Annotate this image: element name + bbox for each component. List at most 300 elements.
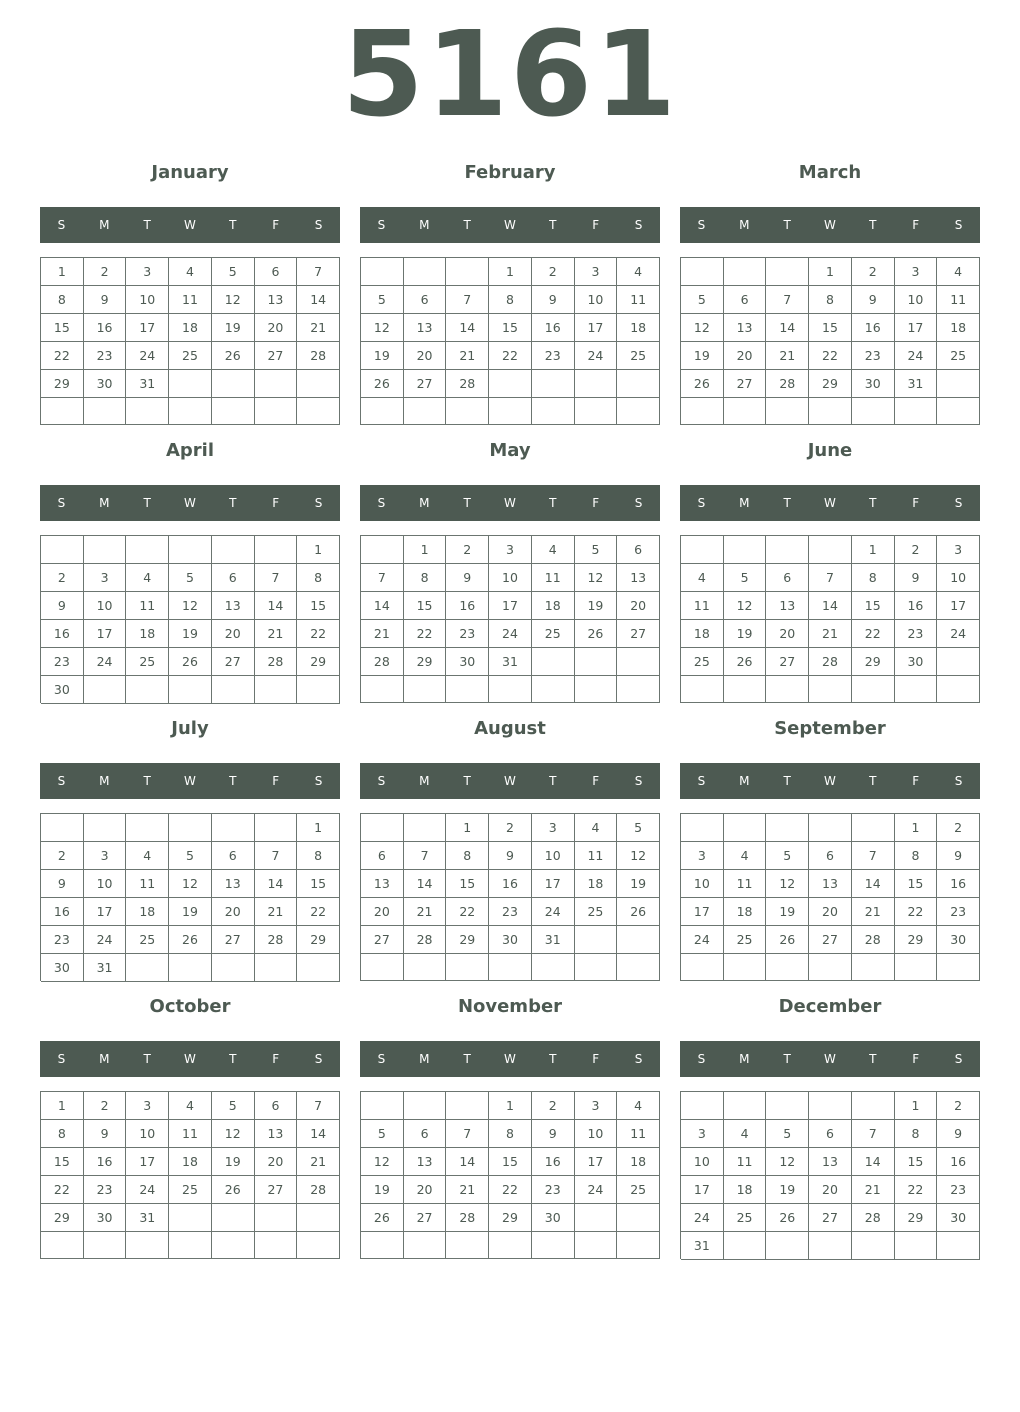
day-grid xyxy=(680,1091,980,1259)
weekday-label: M xyxy=(419,496,430,510)
weekday-label: T xyxy=(783,1052,791,1066)
empty-day-cell xyxy=(852,954,895,981)
day-cell: 26 xyxy=(212,342,255,370)
empty-day-cell xyxy=(489,954,532,981)
month-name: June xyxy=(807,440,853,461)
empty-day-cell xyxy=(169,398,212,425)
day-cell: 15 xyxy=(41,1148,84,1176)
empty-day-cell xyxy=(809,1092,852,1120)
day-cell: 25 xyxy=(617,1176,660,1204)
weekday-label: M xyxy=(739,774,750,788)
day-cell: 30 xyxy=(852,370,895,398)
empty-day-cell xyxy=(361,258,404,286)
day-cell: 27 xyxy=(212,648,255,676)
day-cell: 24 xyxy=(681,1204,724,1232)
empty-day-cell xyxy=(212,1204,255,1232)
empty-day-cell xyxy=(255,398,298,425)
weekday-label: F xyxy=(592,1052,600,1066)
day-cell: 22 xyxy=(895,1176,938,1204)
month-may xyxy=(360,434,660,704)
day-cell: 9 xyxy=(84,286,127,314)
day-cell: 13 xyxy=(404,314,447,342)
empty-day-cell xyxy=(681,814,724,842)
day-cell: 18 xyxy=(126,898,169,926)
day-cell: 17 xyxy=(681,1176,724,1204)
day-cell: 10 xyxy=(575,286,618,314)
day-cell: 30 xyxy=(489,926,532,954)
empty-day-cell xyxy=(212,370,255,398)
day-cell: 21 xyxy=(361,620,404,648)
day-cell: 13 xyxy=(255,286,298,314)
day-cell: 16 xyxy=(41,620,84,648)
day-cell: 5 xyxy=(766,1120,809,1148)
day-cell: 5 xyxy=(681,286,724,314)
empty-day-cell xyxy=(212,814,255,842)
empty-day-cell xyxy=(895,954,938,981)
day-cell: 28 xyxy=(446,1204,489,1232)
weekday-label: T xyxy=(143,496,151,510)
day-cell: 30 xyxy=(84,1204,127,1232)
day-grid xyxy=(360,1091,660,1259)
weekday-label: T xyxy=(783,774,791,788)
day-cell: 20 xyxy=(361,898,404,926)
day-cell: 30 xyxy=(41,676,84,704)
day-cell: 10 xyxy=(681,870,724,898)
day-cell: 5 xyxy=(212,258,255,286)
day-cell: 20 xyxy=(255,314,298,342)
day-cell: 25 xyxy=(724,1204,767,1232)
day-cell: 17 xyxy=(575,314,618,342)
empty-day-cell xyxy=(724,1232,767,1260)
day-cell: 24 xyxy=(84,926,127,954)
empty-day-cell xyxy=(575,1204,618,1232)
weekday-label: T xyxy=(549,496,557,510)
weekday-label: W xyxy=(504,774,516,788)
day-cell: 18 xyxy=(169,1148,212,1176)
day-cell: 9 xyxy=(532,286,575,314)
day-cell: 25 xyxy=(126,648,169,676)
weekday-label: T xyxy=(229,218,237,232)
empty-day-cell xyxy=(617,1204,660,1232)
empty-day-cell xyxy=(489,370,532,398)
day-cell: 10 xyxy=(489,564,532,592)
empty-day-cell xyxy=(681,536,724,564)
day-cell: 25 xyxy=(126,926,169,954)
day-cell: 4 xyxy=(169,258,212,286)
day-cell: 21 xyxy=(255,620,298,648)
empty-day-cell xyxy=(446,676,489,703)
day-cell: 1 xyxy=(404,536,447,564)
day-cell: 5 xyxy=(766,842,809,870)
day-cell: 7 xyxy=(446,286,489,314)
day-cell: 15 xyxy=(489,314,532,342)
empty-day-cell xyxy=(297,676,340,704)
day-cell: 25 xyxy=(532,620,575,648)
day-cell: 1 xyxy=(895,814,938,842)
day-cell: 9 xyxy=(489,842,532,870)
day-cell: 7 xyxy=(255,564,298,592)
year-title: 5161 xyxy=(341,5,679,143)
empty-day-cell xyxy=(404,1232,447,1259)
empty-day-cell xyxy=(681,676,724,703)
empty-day-cell xyxy=(681,258,724,286)
month-june xyxy=(680,434,980,704)
empty-day-cell xyxy=(575,370,618,398)
day-cell: 9 xyxy=(937,842,980,870)
day-cell: 24 xyxy=(895,342,938,370)
empty-day-cell xyxy=(255,1204,298,1232)
day-cell: 27 xyxy=(809,1204,852,1232)
day-grid xyxy=(40,535,340,703)
empty-day-cell xyxy=(766,258,809,286)
weekday-label: W xyxy=(504,1052,516,1066)
day-cell: 29 xyxy=(41,370,84,398)
empty-day-cell xyxy=(169,1204,212,1232)
day-cell: 24 xyxy=(575,342,618,370)
empty-day-cell xyxy=(895,676,938,703)
day-cell: 24 xyxy=(681,926,724,954)
weekday-label: S xyxy=(954,496,963,510)
day-cell: 8 xyxy=(852,564,895,592)
day-cell: 21 xyxy=(446,1176,489,1204)
day-cell: 17 xyxy=(489,592,532,620)
day-cell: 1 xyxy=(895,1092,938,1120)
day-cell: 6 xyxy=(617,536,660,564)
day-grid xyxy=(40,1091,340,1259)
day-cell: 28 xyxy=(852,926,895,954)
month-october xyxy=(40,990,340,1260)
day-cell: 28 xyxy=(297,342,340,370)
day-cell: 28 xyxy=(361,648,404,676)
weekday-label: M xyxy=(419,1052,430,1066)
day-cell: 22 xyxy=(297,898,340,926)
day-cell: 13 xyxy=(809,1148,852,1176)
empty-day-cell xyxy=(255,536,298,564)
day-cell: 14 xyxy=(361,592,404,620)
day-cell: 3 xyxy=(84,564,127,592)
day-cell: 3 xyxy=(575,258,618,286)
day-cell: 28 xyxy=(852,1204,895,1232)
day-cell: 20 xyxy=(404,1176,447,1204)
day-cell: 8 xyxy=(809,286,852,314)
day-cell: 14 xyxy=(766,314,809,342)
weekday-label: S xyxy=(314,496,323,510)
day-cell: 1 xyxy=(852,536,895,564)
weekday-label: S xyxy=(314,1052,323,1066)
day-cell: 30 xyxy=(532,1204,575,1232)
weekday-label: S xyxy=(377,1052,386,1066)
weekday-label: W xyxy=(824,774,836,788)
day-cell: 19 xyxy=(681,342,724,370)
day-cell: 4 xyxy=(937,258,980,286)
empty-day-cell xyxy=(809,676,852,703)
day-cell: 31 xyxy=(84,954,127,982)
day-cell: 17 xyxy=(84,898,127,926)
empty-day-cell xyxy=(617,648,660,676)
day-cell: 27 xyxy=(724,370,767,398)
day-cell: 4 xyxy=(575,814,618,842)
weekday-label: S xyxy=(634,1052,643,1066)
weekday-header xyxy=(360,207,660,243)
month-name: April xyxy=(165,440,215,461)
month-name: November xyxy=(457,996,563,1017)
weekday-label: T xyxy=(869,218,877,232)
day-cell: 13 xyxy=(617,564,660,592)
weekday-label: W xyxy=(504,218,516,232)
day-cell: 18 xyxy=(126,620,169,648)
weekday-header xyxy=(40,763,340,799)
day-cell: 16 xyxy=(532,314,575,342)
empty-day-cell xyxy=(575,1232,618,1259)
empty-day-cell xyxy=(126,536,169,564)
weekday-label: W xyxy=(504,496,516,510)
day-cell: 31 xyxy=(895,370,938,398)
weekday-label: T xyxy=(463,218,471,232)
day-cell: 24 xyxy=(126,342,169,370)
empty-day-cell xyxy=(169,814,212,842)
day-cell: 22 xyxy=(41,1176,84,1204)
empty-day-cell xyxy=(937,1232,980,1260)
day-cell: 7 xyxy=(361,564,404,592)
weekday-label: T xyxy=(229,1052,237,1066)
empty-day-cell xyxy=(617,398,660,425)
day-cell: 29 xyxy=(297,926,340,954)
day-cell: 31 xyxy=(532,926,575,954)
weekday-label: S xyxy=(697,774,706,788)
day-cell: 5 xyxy=(361,286,404,314)
day-cell: 10 xyxy=(126,286,169,314)
month-july xyxy=(40,712,340,982)
day-cell: 12 xyxy=(766,1148,809,1176)
day-cell: 21 xyxy=(766,342,809,370)
day-cell: 26 xyxy=(681,370,724,398)
month-december xyxy=(680,990,980,1260)
empty-day-cell xyxy=(41,398,84,425)
day-cell: 1 xyxy=(297,536,340,564)
weekday-label: F xyxy=(912,218,920,232)
day-cell: 3 xyxy=(575,1092,618,1120)
empty-day-cell xyxy=(361,1232,404,1259)
day-cell: 24 xyxy=(84,648,127,676)
day-cell: 22 xyxy=(852,620,895,648)
day-cell: 10 xyxy=(937,564,980,592)
empty-day-cell xyxy=(126,814,169,842)
weekday-header xyxy=(360,485,660,521)
day-cell: 5 xyxy=(617,814,660,842)
weekday-label: M xyxy=(739,1052,750,1066)
day-cell: 11 xyxy=(169,286,212,314)
day-cell: 11 xyxy=(617,286,660,314)
weekday-label: S xyxy=(634,218,643,232)
day-cell: 31 xyxy=(126,370,169,398)
day-cell: 4 xyxy=(681,564,724,592)
day-cell: 28 xyxy=(255,926,298,954)
weekday-label: W xyxy=(824,496,836,510)
day-cell: 21 xyxy=(297,1148,340,1176)
day-cell: 1 xyxy=(41,258,84,286)
empty-day-cell xyxy=(937,954,980,981)
weekday-label: S xyxy=(314,218,323,232)
empty-day-cell xyxy=(297,1232,340,1259)
day-cell: 3 xyxy=(681,842,724,870)
day-cell: 4 xyxy=(617,1092,660,1120)
day-cell: 23 xyxy=(41,648,84,676)
day-cell: 12 xyxy=(617,842,660,870)
day-cell: 20 xyxy=(212,620,255,648)
day-cell: 19 xyxy=(169,620,212,648)
day-cell: 14 xyxy=(404,870,447,898)
weekday-label: T xyxy=(549,218,557,232)
empty-day-cell xyxy=(126,398,169,425)
empty-day-cell xyxy=(169,954,212,982)
empty-day-cell xyxy=(297,1204,340,1232)
weekday-label: F xyxy=(272,1052,280,1066)
day-cell: 21 xyxy=(404,898,447,926)
day-cell: 17 xyxy=(126,1148,169,1176)
day-cell: 26 xyxy=(766,1204,809,1232)
empty-day-cell xyxy=(84,676,127,704)
day-cell: 17 xyxy=(895,314,938,342)
weekday-label: T xyxy=(229,774,237,788)
day-cell: 8 xyxy=(446,842,489,870)
day-cell: 16 xyxy=(532,1148,575,1176)
day-cell: 8 xyxy=(895,1120,938,1148)
day-cell: 26 xyxy=(169,648,212,676)
day-cell: 8 xyxy=(489,286,532,314)
month-name: December xyxy=(778,996,882,1017)
day-cell: 14 xyxy=(809,592,852,620)
day-cell: 6 xyxy=(766,564,809,592)
day-cell: 29 xyxy=(489,1204,532,1232)
day-cell: 24 xyxy=(489,620,532,648)
day-cell: 7 xyxy=(852,842,895,870)
day-cell: 1 xyxy=(446,814,489,842)
day-cell: 12 xyxy=(724,592,767,620)
day-grid xyxy=(40,813,340,981)
day-cell: 26 xyxy=(724,648,767,676)
day-cell: 10 xyxy=(575,1120,618,1148)
day-cell: 22 xyxy=(809,342,852,370)
empty-day-cell xyxy=(724,1092,767,1120)
weekday-label: T xyxy=(869,496,877,510)
empty-day-cell xyxy=(617,370,660,398)
day-cell: 4 xyxy=(532,536,575,564)
day-cell: 9 xyxy=(84,1120,127,1148)
day-cell: 15 xyxy=(809,314,852,342)
month-september xyxy=(680,712,980,982)
empty-day-cell xyxy=(575,676,618,703)
weekday-label: F xyxy=(592,774,600,788)
day-cell: 24 xyxy=(126,1176,169,1204)
empty-day-cell xyxy=(617,926,660,954)
empty-day-cell xyxy=(41,1232,84,1259)
day-cell: 24 xyxy=(937,620,980,648)
empty-day-cell xyxy=(724,814,767,842)
day-cell: 8 xyxy=(41,286,84,314)
day-cell: 25 xyxy=(575,898,618,926)
weekday-header xyxy=(40,1041,340,1077)
month-name: August xyxy=(474,718,546,739)
empty-day-cell xyxy=(255,676,298,704)
day-cell: 14 xyxy=(852,870,895,898)
month-february xyxy=(360,156,660,426)
day-cell: 8 xyxy=(41,1120,84,1148)
day-cell: 13 xyxy=(404,1148,447,1176)
day-cell: 23 xyxy=(489,898,532,926)
day-cell: 9 xyxy=(532,1120,575,1148)
month-name: July xyxy=(171,718,209,739)
day-cell: 8 xyxy=(297,842,340,870)
weekday-label: S xyxy=(954,1052,963,1066)
day-cell: 23 xyxy=(937,1176,980,1204)
day-cell: 15 xyxy=(404,592,447,620)
day-cell: 22 xyxy=(41,342,84,370)
day-cell: 22 xyxy=(404,620,447,648)
day-cell: 2 xyxy=(532,258,575,286)
day-cell: 22 xyxy=(489,1176,532,1204)
day-cell: 23 xyxy=(937,898,980,926)
weekday-label: S xyxy=(57,774,66,788)
empty-day-cell xyxy=(169,676,212,704)
empty-day-cell xyxy=(532,370,575,398)
day-grid xyxy=(680,257,980,425)
day-cell: 16 xyxy=(937,1148,980,1176)
day-cell: 11 xyxy=(724,870,767,898)
day-cell: 6 xyxy=(255,258,298,286)
empty-day-cell xyxy=(361,1092,404,1120)
day-cell: 1 xyxy=(809,258,852,286)
day-grid xyxy=(360,813,660,981)
empty-day-cell xyxy=(446,1232,489,1259)
day-cell: 21 xyxy=(255,898,298,926)
weekday-header xyxy=(680,207,980,243)
day-cell: 2 xyxy=(852,258,895,286)
weekday-label: W xyxy=(184,1052,196,1066)
weekday-label: M xyxy=(99,774,110,788)
day-cell: 29 xyxy=(404,648,447,676)
day-cell: 2 xyxy=(937,814,980,842)
empty-day-cell xyxy=(724,536,767,564)
empty-day-cell xyxy=(84,398,127,425)
empty-day-cell xyxy=(361,536,404,564)
empty-day-cell xyxy=(766,536,809,564)
empty-day-cell xyxy=(404,1092,447,1120)
day-cell: 2 xyxy=(41,842,84,870)
day-cell: 27 xyxy=(255,342,298,370)
day-grid xyxy=(360,257,660,425)
day-cell: 12 xyxy=(212,286,255,314)
weekday-label: S xyxy=(954,774,963,788)
empty-day-cell xyxy=(255,814,298,842)
day-cell: 20 xyxy=(724,342,767,370)
day-cell: 17 xyxy=(575,1148,618,1176)
weekday-label: M xyxy=(419,774,430,788)
weekday-label: T xyxy=(869,1052,877,1066)
day-cell: 19 xyxy=(575,592,618,620)
day-cell: 18 xyxy=(681,620,724,648)
empty-day-cell xyxy=(297,370,340,398)
day-cell: 3 xyxy=(489,536,532,564)
weekday-label: F xyxy=(592,218,600,232)
day-cell: 18 xyxy=(937,314,980,342)
day-cell: 11 xyxy=(724,1148,767,1176)
empty-day-cell xyxy=(852,398,895,425)
day-cell: 23 xyxy=(852,342,895,370)
day-cell: 14 xyxy=(852,1148,895,1176)
empty-day-cell xyxy=(446,1092,489,1120)
empty-day-cell xyxy=(724,258,767,286)
weekday-label: T xyxy=(549,1052,557,1066)
